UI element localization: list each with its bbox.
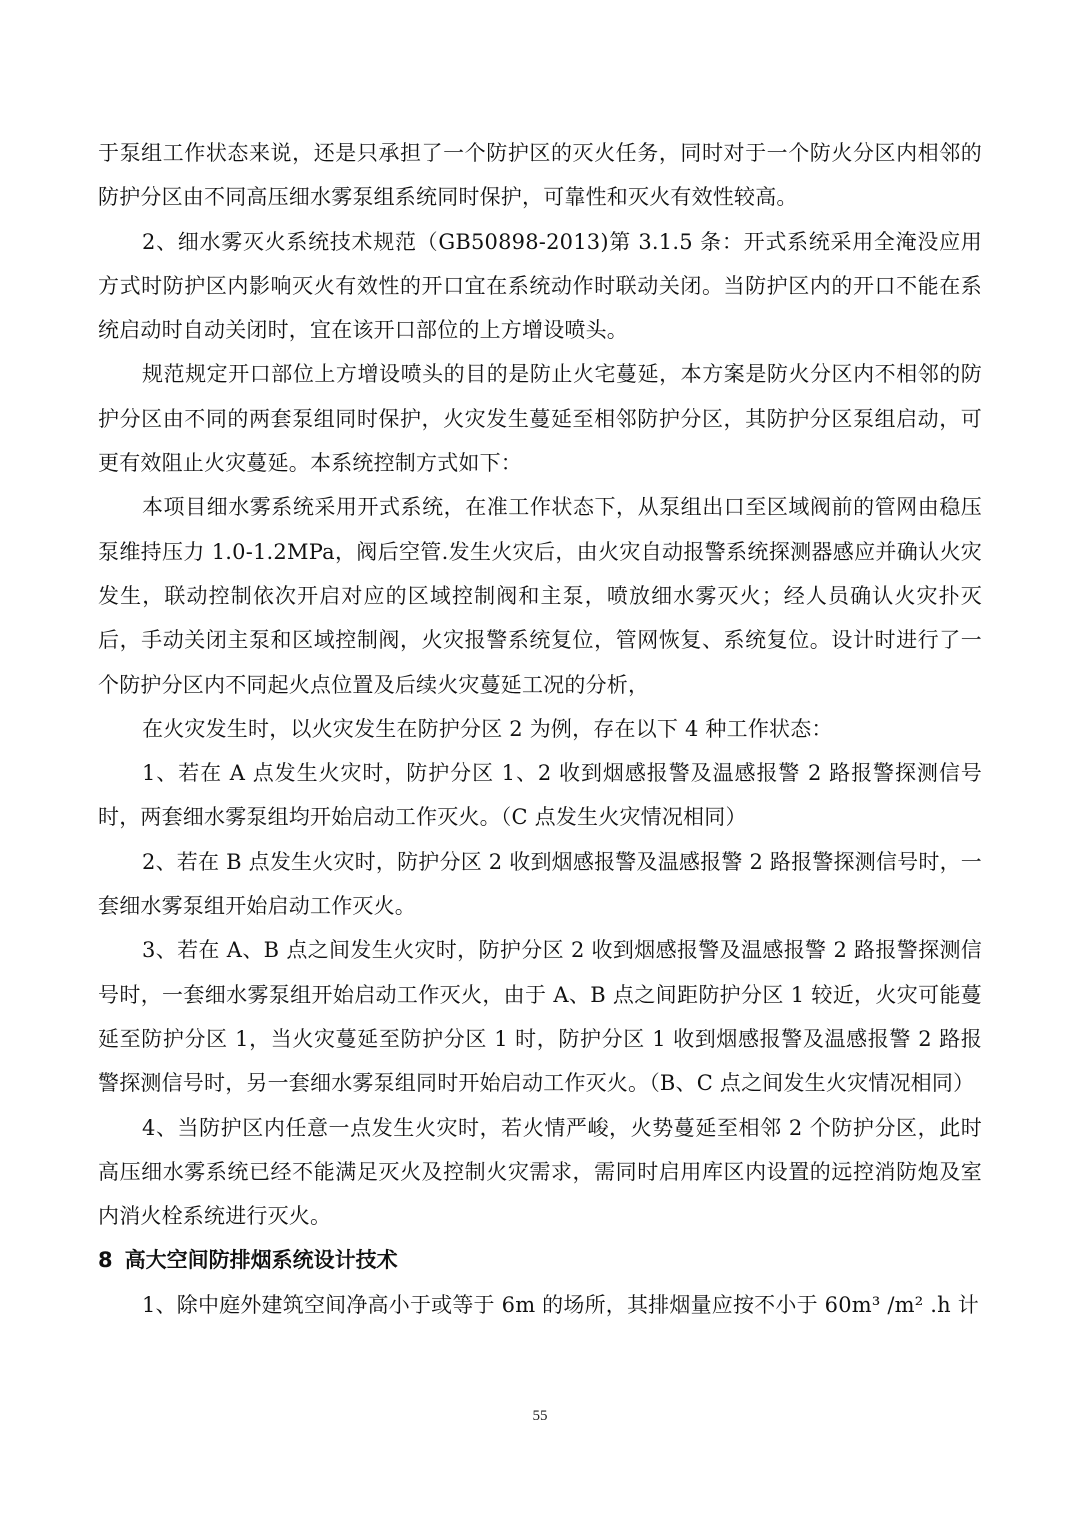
paragraph-state-1: 1、若在 A 点发生火灾时，防护分区 1、2 收到烟感报警及温感报警 2 路报警探测信号时，两套细水雾泵组均开始启动工作灭火。（C 点发生火灾情况相同）: [98, 761, 982, 830]
section-title: 高大空间防排烟系统设计技术: [124, 1248, 398, 1273]
page-body: [98, 131, 982, 1327]
paragraph-state-4: 4、当防护区内任意一点发生火灾时，若火情严峻，火势蔓延至相邻 2 个防护分区，此时高压细水雾系统已经不能满足灭火及控制火灾需求，需同时启用库区内设置的远控消防炮及室内消火栓系统进行灭火。: [98, 1115, 982, 1229]
paragraph-work-states-intro: 在火灾发生时，以火灾发生在防护分区 2 为例，存在以下 4 种工作状态：: [142, 716, 833, 741]
section-number: 8: [98, 1248, 113, 1273]
paragraph-continuation: 于泵组工作状态来说，还是只承担了一个防护区的灭火任务，同时对于一个防火分区内相邻的防护分区由不同高压细水雾泵组系统同时保护，可靠性和灭火有效性较高。: [98, 141, 982, 210]
paragraph-system-description: 本项目细水雾系统采用开式系统，在准工作状态下，从泵组出口至区域阀前的管网由稳压泵维持压力 1.0-1.2MPa，阀后空管.发生火灾后，由火灾自动报警系统探测器感应并确认火灾发生，联动控制依次开启对应的区域控制阀和主泵，喷放细水雾灭火；经人员确认火灾扑灭后，手动关闭主泵和区域控制阀，火灾报警系统复位，管网恢复、系统复位。设计时进行了一个防护分区内不同起火点位置及后续火灾蔓延工况的分析，: [98, 495, 982, 697]
paragraph-state-3: 3、若在 A、B 点之间发生火灾时，防护分区 2 收到烟感报警及温感报警 2 路报警探测信号时，一套细水雾泵组开始启动工作灭火，由于 A、B 点之间距防护分区 1 较近，火灾可能蔓延至防护分区 1，当火灾蔓延至防护分区 1 时，防护分区 1 收到烟感报警及温感报警 2 路报警探测信号时，另一套细水雾泵组同时开始启动工作灭火。（B、C 点之间发生火灾情况相同）: [98, 938, 982, 1096]
paragraph-state-2: 2、若在 B 点发生火灾时，防护分区 2 收到烟感报警及温感报警 2 路报警探测信号时，一套细水雾泵组开始启动工作灭火。: [98, 849, 982, 919]
paragraph-spec-clause: 2、细水雾灭火系统技术规范（GB50898-2013)第 3.1.5 条：开式系统采用全淹没应用方式时防护区内影响灭火有效性的开口宜在系统动作时联动关闭。当防护区内的开口不能在系统启动时自动关闭时，宜在该开口部位的上方增设喷头。: [98, 229, 982, 343]
page-number: 55: [532, 1408, 548, 1424]
section-heading: [98, 1238, 982, 1282]
paragraph-spec-explanation: 规范规定开口部位上方增设喷头的目的是防止火宅蔓延，本方案是防火分区内不相邻的防护分区由不同的两套泵组同时保护，火灾发生蔓延至相邻防护分区，其防护分区泵组启动，可更有效阻止火灾蔓延。本系统控制方式如下：: [98, 362, 982, 476]
paragraph-smoke-exhaust: 1、除中庭外建筑空间净高小于或等于 6m 的场所，其排烟量应按不小于 60m³ /m² .h 计: [142, 1292, 979, 1317]
